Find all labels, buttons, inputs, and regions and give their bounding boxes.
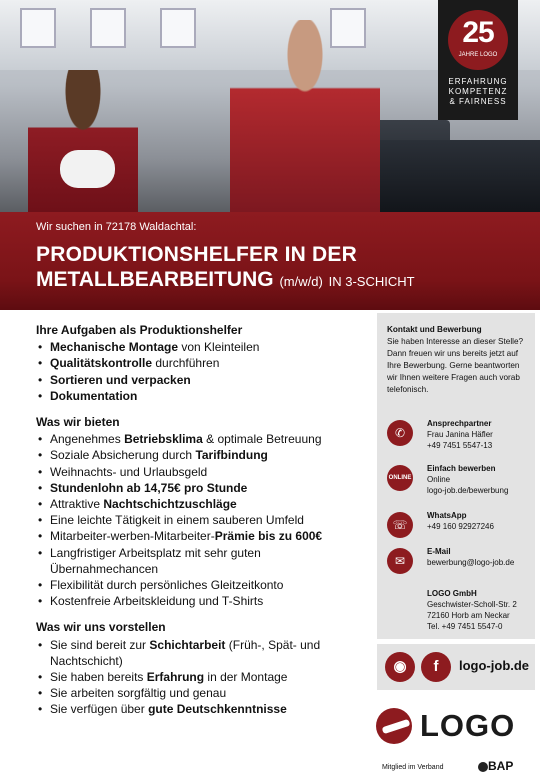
company-city: 72160 Horb am Neckar [427, 611, 510, 620]
contact-panel [377, 313, 535, 639]
hero-window [160, 8, 196, 48]
gender-note: (m/w/d) [279, 274, 323, 289]
offer-heading: Was wir bieten [36, 415, 120, 430]
job-title-line2 [36, 267, 415, 294]
list-item: • Sie verfügen über gute Deutschkenntnisse [36, 701, 366, 717]
tasks-heading: Ihre Aufgaben als Produktionshelfer [36, 323, 243, 337]
location-line: Wir suchen in 72178 Waldachtal: [36, 221, 197, 233]
contact-online [387, 463, 532, 499]
list-item: • Eine leichte Tätigkeit in einem sauberen Umfeld [36, 512, 366, 528]
contact-intro: Sie haben Interesse an dieser Stelle? Dann freuen wir uns bereits jetzt auf Ihre Bewerbung. Gerne beantworten wir Ihnen weitere Fragen auch vorab telefonisch. [387, 337, 524, 394]
hero-window [20, 8, 56, 48]
social-bar [377, 644, 535, 690]
phone-icon: ✆ [387, 420, 413, 446]
company-street: Geschwister-Scholl-Str. 2 [427, 600, 517, 609]
badge-number: 25 [462, 16, 494, 49]
person-label: Ansprechpartner [427, 419, 492, 428]
list-item: • Sortieren und verpacken [36, 372, 366, 388]
list-item: • Mitarbeiter-werben-Mitarbeiter-Prämie bis zu 600€ [36, 528, 366, 544]
hero-glove [60, 150, 115, 188]
expect-list [36, 637, 366, 718]
whatsapp-icon: ☏ [387, 512, 413, 538]
list-item: • Dokumentation [36, 388, 366, 404]
anniversary-badge [438, 0, 518, 120]
list-item: • Sie haben bereits Erfahrung in der Montage [36, 669, 366, 685]
list-item: • Qualitätskontrolle durchführen [36, 355, 366, 371]
mail-icon: ✉ [387, 548, 413, 574]
list-item: • Mechanische Montage von Kleinteilen [36, 339, 366, 355]
job-title-line1: PRODUKTIONSHELFER IN DER [36, 243, 357, 266]
logo-mark-icon [376, 708, 412, 744]
hero-machine [380, 140, 540, 212]
badge-tagline-line: & FAIRNESS [449, 97, 507, 106]
facebook-icon[interactable]: f [421, 652, 451, 682]
whatsapp-label: WhatsApp [427, 511, 467, 520]
online-url-link[interactable]: logo-job.de/bewerbung [427, 486, 509, 495]
website-link[interactable]: logo-job.de [459, 658, 530, 673]
badge-subtitle: JAHRE LOGO [458, 52, 498, 58]
list-item: • Soziale Absicherung durch Tarifbindung [36, 447, 366, 463]
job-details [36, 322, 366, 728]
list-item: • Weihnachts- und Urlaubsgeld [36, 464, 366, 480]
hero-worker-man [230, 20, 380, 212]
person-phone[interactable]: +49 7451 5547-13 [427, 441, 493, 450]
hero-window [90, 8, 126, 48]
contact-whatsapp [387, 510, 532, 546]
list-item: • Sie sind bereit zur Schichtarbeit (Früh-, Spät- und Nachtschicht) [36, 637, 366, 669]
online-label: Einfach bewerben [427, 464, 496, 473]
online-sub: Online [427, 475, 451, 484]
list-item: • Stundenlohn ab 14,75€ pro Stunde [36, 480, 366, 496]
badge-circle [448, 10, 508, 70]
list-item: • Sie arbeiten sorgfältig und genau [36, 685, 366, 701]
list-item: • Langfristiger Arbeitsplatz mit sehr guten Übernahmechancen [36, 545, 366, 577]
list-item: • Flexibilität durch persönliches Gleitzeitkonto [36, 577, 366, 593]
shift-note: IN 3-SCHICHT [328, 274, 415, 289]
offer-list [36, 431, 366, 609]
member-note: Mitglied im Verband [382, 764, 444, 771]
badge-tagline [438, 77, 518, 107]
email-label: E-Mail [427, 547, 451, 556]
bap-logo-icon [478, 762, 488, 772]
instagram-icon[interactable]: ◉ [385, 652, 415, 682]
contact-person [387, 418, 532, 454]
company-logo [376, 706, 536, 750]
bap-logo-text: BAP [488, 759, 514, 773]
person-name: Frau Janina Häfler [427, 430, 493, 439]
footer [0, 756, 540, 780]
contact-email [387, 546, 532, 582]
company-name: LOGO GmbH [427, 589, 477, 598]
whatsapp-number[interactable]: +49 160 92927246 [427, 522, 494, 531]
company-phone[interactable]: Tel. +49 7451 5547-0 [427, 622, 503, 631]
hero-worker-woman [28, 70, 138, 212]
badge-tagline-line: ERFAHRUNG [448, 77, 508, 86]
badge-tagline-line: KOMPETENZ [448, 87, 508, 96]
list-item: • Kostenfreie Arbeitskleidung und T-Shirts [36, 593, 366, 609]
expect-heading: Was wir uns vorstellen [36, 620, 166, 635]
list-item: • Angenehmes Betriebsklima & optimale Betreuung [36, 431, 366, 447]
title-banner [0, 212, 540, 310]
email-address-link[interactable]: bewerbung@logo-job.de [427, 558, 515, 567]
contact-heading: Kontakt und Bewerbung [387, 325, 482, 334]
list-item: • Attraktive Nachtschichtzuschläge [36, 496, 366, 512]
logo-wordmark: LOGO [420, 708, 516, 743]
company-address [387, 588, 532, 640]
online-icon: ONLINE [387, 465, 413, 491]
tasks-list [36, 339, 366, 404]
job-title-line2-bold: METALLBEARBEITUNG [36, 268, 274, 291]
